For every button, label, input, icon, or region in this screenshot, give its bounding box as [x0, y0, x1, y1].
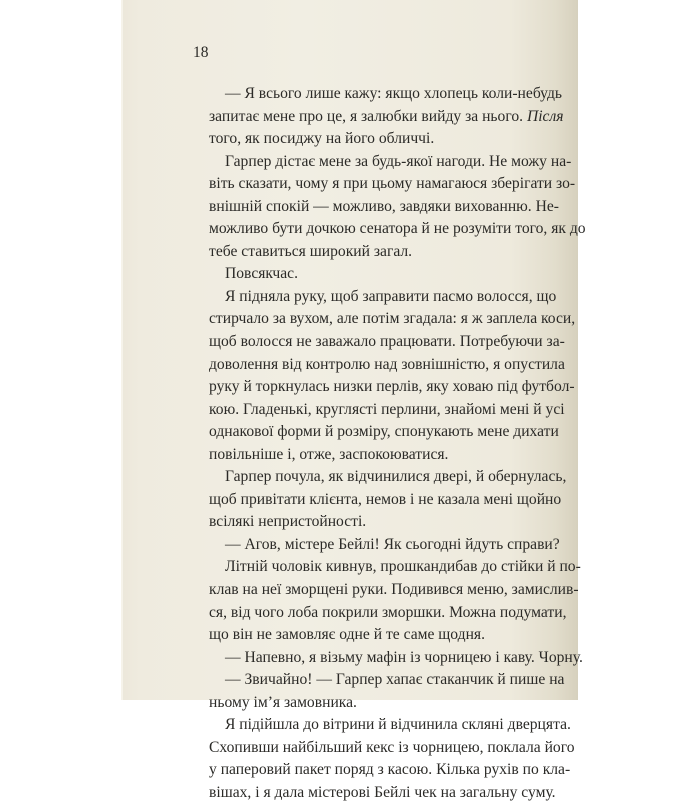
paragraph-7: [193, 556, 581, 646]
paragraph-1: [193, 83, 564, 151]
text-line: клав на неї зморщені руки. Подивився меню, замислив-: [209, 581, 579, 599]
text-line: можливо бути дочкою сенатора й не розуміти того, як до: [209, 220, 586, 238]
text-line: стирчало за вухом, але потім згадала: я ж заплела коси,: [209, 310, 576, 328]
page-number: 18: [193, 44, 209, 61]
text-line: доволення від контролю над зовнішністю, я опустила: [209, 355, 565, 373]
text-line: Гарпер дістає мене за будь-якої нагоди. Не можу на-: [225, 152, 572, 170]
text-line: внішній спокій — можливо, завдяки вихованню. Не-: [209, 197, 559, 215]
text-line: ся, від чого лоба покрили зморшки. Можна подумати,: [209, 603, 567, 621]
text-line: однакової форми й розміру, спонукають мене дихати: [209, 423, 559, 441]
text-line: що він не замовляє одне й те саме щодня.: [209, 626, 486, 644]
text-line: [193, 106, 564, 129]
text-line: Повсякчас.: [225, 265, 298, 283]
text-line: ньому ім’я замовника.: [209, 693, 357, 711]
paragraph-4: [193, 286, 576, 466]
text-line: Схопивши найбільший кекс із чорницею, поклала його: [209, 738, 575, 756]
text-line: Я підняла руку, щоб заправити пасмо волосся, що: [225, 287, 557, 305]
italic-word: Після: [526, 107, 564, 125]
text-line: Гарпер почула, як відчинилися двері, й обернулась,: [225, 468, 567, 486]
text-line: тебе ставиться широкий загал.: [209, 242, 413, 260]
paragraph-5: [193, 466, 567, 534]
text-line: — Звичайно! — Гарпер хапає стаканчик й пише на: [225, 671, 565, 689]
text-line: віть сказати, чому я при цьому намагаюся зберігати зо-: [209, 175, 576, 193]
text-line: кою. Гладенькі, круглясті перлини, знайомі мені й усі: [209, 400, 565, 418]
text-line: щоб привітати клієнта, немов і не казала мені щойно: [209, 490, 562, 508]
paragraph-9: [193, 669, 565, 714]
text-line: — Агов, містере Бейлі! Як сьогодні йдуть справи?: [225, 535, 560, 553]
text-fragment: запитає мене про це, я залюбки вийду за нього.: [209, 107, 524, 125]
body-text: [193, 83, 586, 805]
text-line: у паперовий пакет поряд з касою. Кілька рухів по кла-: [209, 761, 571, 779]
paragraph-2: [193, 151, 586, 264]
paragraph-10: [193, 714, 575, 804]
text-line: щоб волосся не заважало працювати. Потребуючи за-: [209, 333, 565, 351]
paragraph-6: [193, 534, 560, 557]
text-line: того, як посиджу на його обличчі.: [209, 130, 435, 148]
text-line: — Напевно, я візьму мафін із чорницею і каву. Чорну.: [225, 648, 583, 666]
text-line: всілякі непристойності.: [209, 513, 367, 531]
book-page: [121, 0, 586, 801]
text-line: повільніше і, отже, заспокоюватися.: [209, 445, 449, 463]
text-line: Літній чоловік кивнув, прошкандибав до стійки й по-: [225, 558, 581, 576]
paragraph-8: [193, 647, 583, 670]
paragraph-3: [193, 263, 537, 286]
text-line: вішах, і я дала містерові Бейлі чек на загальну суму.: [209, 783, 556, 801]
text-line: Я підійшла до вітрини й відчинила скляні дверцята.: [225, 716, 571, 734]
text-line: руку й торкнулась низки перлів, яку ховаю під футбол-: [209, 378, 575, 396]
text-line: — Я всього лише кажу: якщо хлопець коли-небудь: [225, 85, 563, 102]
